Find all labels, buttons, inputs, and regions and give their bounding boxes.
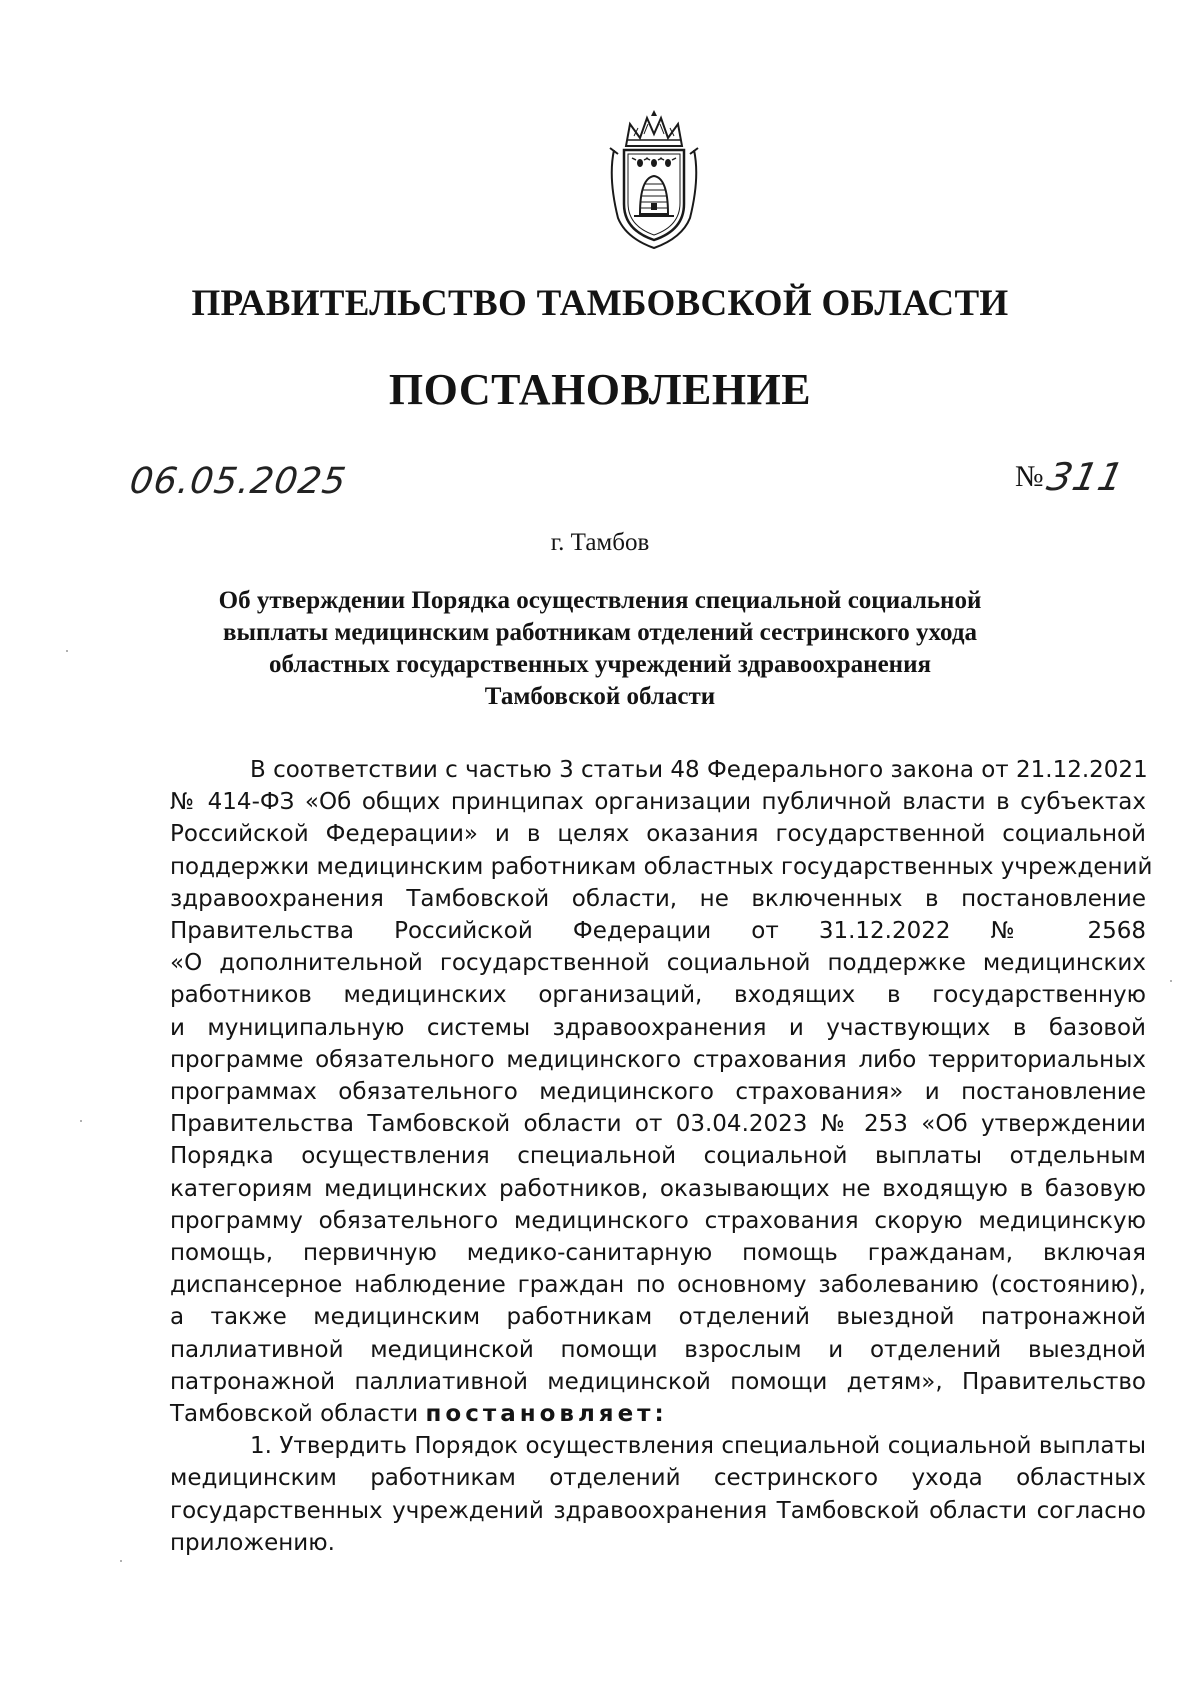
- body-line: Правительства Тамбовской области от 03.04.2023 № 253 «Об утверждении: [170, 1111, 1146, 1138]
- scan-speck: [80, 1120, 82, 1122]
- body-line: помощь, первичную медико-санитарную помощь гражданам, включая: [170, 1240, 1146, 1267]
- body-line: Правительства Российской Федерации от 31.12.2022 № 2568: [170, 918, 1146, 945]
- body-line: государственных учреждений здравоохранения Тамбовской области согласно: [170, 1497, 1146, 1524]
- document-body: [170, 754, 1153, 1559]
- scan-speck: [120, 1560, 122, 1562]
- body-line: работников медицинских организаций, входящих в государственную: [170, 982, 1146, 1009]
- body-line: № 414-ФЗ «Об общих принципах организации публичной власти в субъектах: [170, 789, 1146, 816]
- subject-line: Тамбовской области: [484, 683, 716, 710]
- document-date: 06.05.2025: [127, 461, 350, 502]
- body-line: и муниципальную системы здравоохранения и участвующих в базовой: [170, 1014, 1146, 1041]
- body-line: патронажной паллиативной медицинской помощи детям», Правительство: [170, 1368, 1146, 1395]
- scan-speck: [66, 650, 68, 652]
- body-line: приложению.: [170, 1529, 335, 1556]
- body-line: программах обязательного медицинского страхования» и постановление: [170, 1079, 1146, 1106]
- number-value: 311: [1042, 455, 1128, 499]
- subject-line: Об утверждении Порядка осуществления специальной социальной: [218, 587, 982, 614]
- body-line: медицинским работникам отделений сестринского ухода областных: [170, 1465, 1146, 1492]
- issuing-authority: ПРАВИТЕЛЬСТВО ТАМБОВСКОЙ ОБЛАСТИ: [191, 283, 1009, 324]
- body-line: Порядка осуществления специальной социальной выплаты отдельным: [170, 1143, 1146, 1170]
- body-line: а также медицинским работникам отделений выездной патронажной: [170, 1304, 1146, 1331]
- body-line: [170, 1398, 1146, 1430]
- body-line: паллиативной медицинской помощи взрослым и отделений выездной: [170, 1336, 1146, 1363]
- document-type: ПОСТАНОВЛЕНИЕ: [388, 365, 812, 414]
- document-subject: [200, 585, 1000, 713]
- body-line: 1. Утвердить Порядок осуществления специальной социальной выплаты: [250, 1433, 1146, 1460]
- document-number: [1015, 455, 1128, 499]
- item-1-paragraph: [170, 1430, 1146, 1559]
- body-line: программе обязательного медицинского страхования либо территориальных: [170, 1046, 1146, 1073]
- subject-line: выплаты медицинским работникам отделений сестринского ухода: [222, 619, 977, 646]
- body-line: «О дополнительной государственной социальной поддержке медицинских: [170, 950, 1146, 977]
- preamble-paragraph: [170, 754, 1153, 1430]
- body-line: категориям медицинских работников, оказывающих не входящую в базовую: [170, 1175, 1146, 1202]
- body-line: поддержки медицинским работникам областных государственных учреждений: [170, 853, 1153, 880]
- preamble-last-lead: Тамбовской области: [170, 1401, 419, 1428]
- body-line: диспансерное наблюдение граждан по основному заболеванию (состоянию),: [170, 1272, 1146, 1299]
- body-line: В соответствии с частью 3 статьи 48 Федерального закона от 21.12.2021: [250, 757, 1148, 783]
- decree-word: постановляет:: [425, 1401, 668, 1428]
- issue-city: г. Тамбов: [550, 529, 650, 556]
- scan-speck: [1170, 980, 1172, 982]
- body-line: Российской Федерации» и в целях оказания государственной социальной: [170, 821, 1146, 848]
- number-sign: №: [1015, 460, 1044, 493]
- body-line: программу обязательного медицинского страхования скорую медицинскую: [170, 1207, 1146, 1234]
- tambov-coat-of-arms-icon: [604, 108, 704, 250]
- subject-line: областных государственных учреждений здравоохранения: [269, 651, 931, 678]
- body-line: здравоохранения Тамбовской области, не включенных в постановление: [170, 885, 1146, 912]
